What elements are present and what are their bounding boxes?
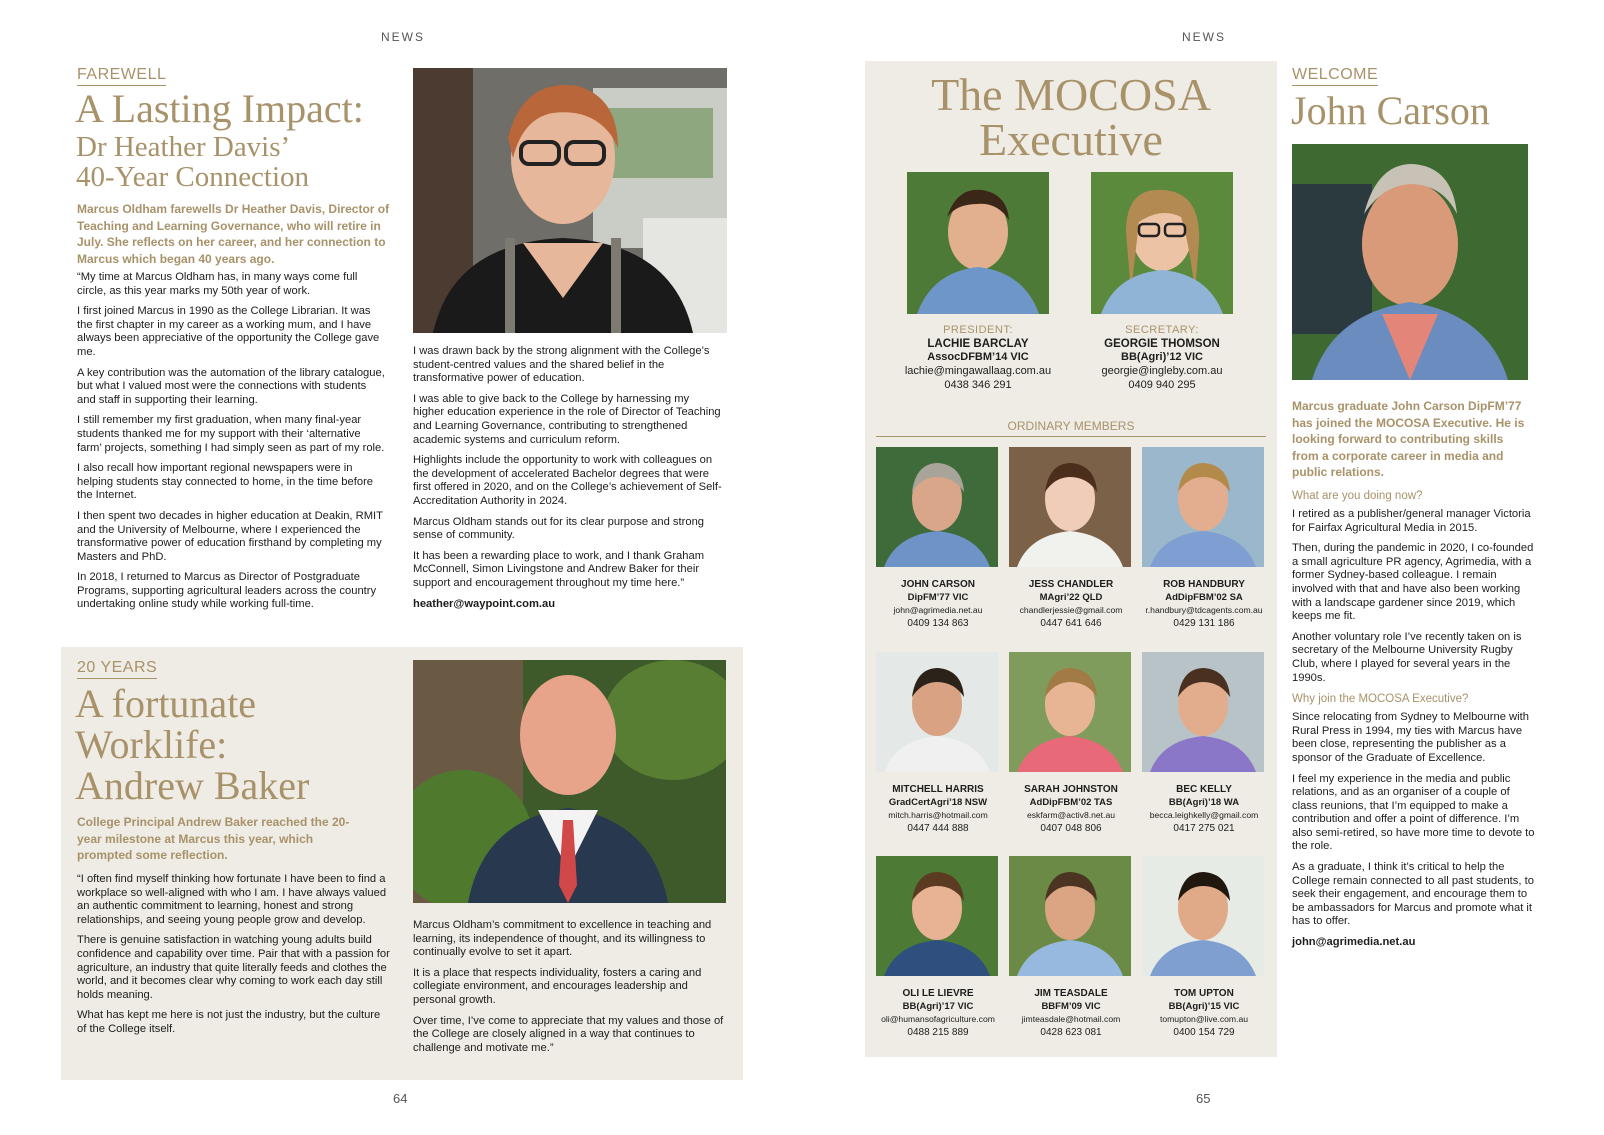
member-phone: 0429 131 186 xyxy=(1173,618,1235,629)
member-phone: 0400 154 729 xyxy=(1173,1027,1235,1038)
member-email[interactable]: eskfarm@activ8.net.au xyxy=(1026,810,1115,820)
member-email[interactable]: mitch.harris@hotmail.com xyxy=(888,810,988,820)
member-card xyxy=(1009,856,1133,1039)
member-email[interactable]: chandlerjessie@gmail.com xyxy=(1019,605,1123,615)
welcome-title: John Carson xyxy=(1291,88,1490,133)
member-credential: GradCertAgri’18 NSW xyxy=(888,797,988,808)
member-name: SARAH JOHNSTON xyxy=(1024,784,1118,795)
member-phone: 0447 641 646 xyxy=(1040,618,1102,629)
member-email[interactable]: john@agrimedia.net.au xyxy=(893,605,983,615)
ordinary-members-heading: ORDINARY MEMBERS xyxy=(876,419,1266,437)
member-email[interactable]: r.handbury@tdcagents.com.au xyxy=(1145,605,1263,615)
member-name: TOM UPTON xyxy=(1174,988,1234,999)
twenty-column-1: “I often find myself thinking how fortunate I have been to find a workplace so well-aligned with who I am. I have always valued an authentic commitment to learning, honest and strong relationships, and seeing young people grow and develop. There is genuine satisfaction in watching young adults build confidence and capability over time. Pair that with a passion for agriculture, an industry that quite literally feeds and clothes the world, and it becomes clear why coming to work each day still holds meaning. What has kept me here is not just the industry, but the culture of the College itself. xyxy=(77,873,390,1035)
member-card xyxy=(1142,447,1266,630)
member-email[interactable]: oli@humansofagriculture.com xyxy=(881,1014,995,1024)
farewell-subtitle-1: Dr Heather Davis’ xyxy=(76,131,291,163)
exec-title-1: The MOCOSA xyxy=(931,69,1211,120)
member-name: JIM TEASDALE xyxy=(1034,988,1108,999)
farewell-column-1: “My time at Marcus Oldham has, in many ways come full circle, as this year marks my 50th year of work. I first joined Marcus in 1990 as the College Librarian. It was the first chapter in my career as a working mum, and I have always been appreciative of the opportunity the College gave me. A key contribution was the automation of the library catalogue, but what I valued most were the connections with students and staff in supporting their learning. I still remember my first graduation, when many final-year students thanked me for my support with their ‘alternative farm’ projects, something I had simply seen as part of my role. I also recall how important regional newspapers were in helping students stay connected to home, in the time before the Internet. I then spent two decades in higher education at Deakin, RMIT and the University of Melbourne, where I experienced the transformative power of education firsthand by completing my Masters and PhD. In 2018, I returned to Marcus as Director of Postgraduate Programs, supporting agricultural leaders across the country undertaking online study while working full-time. xyxy=(77,271,385,611)
running-head-right: NEWS xyxy=(1182,30,1226,44)
welcome-intro: Marcus graduate John Carson DipFM’77 has joined the MOCOSA Executive. He is looking forward to contributing skills from a corporate career in media and public relations. xyxy=(1292,399,1525,479)
secretary-photo xyxy=(1091,172,1233,314)
president-block: PRESIDENT: LACHIE BARCLAY AssocDFBM’14 VIC lachie@mingawallaag.com.au 0438 346 291 xyxy=(900,324,1056,392)
john-carson-photo xyxy=(1292,144,1528,380)
farewell-title: A Lasting Impact: xyxy=(75,86,364,131)
member-email[interactable]: becca.leighkelly@gmail.com xyxy=(1149,810,1259,820)
farewell-kicker: FAREWELL xyxy=(77,66,166,86)
member-photo xyxy=(1142,652,1264,772)
member-email[interactable]: jimteasdale@hotmail.com xyxy=(1021,1014,1121,1024)
member-photo xyxy=(1142,856,1264,976)
twenty-intro: College Principal Andrew Baker reached the 20-year milestone at Marcus this year, which prompted some reflection. xyxy=(77,815,350,862)
twenty-title-3: Andrew Baker xyxy=(75,763,310,808)
heather-email[interactable]: heather@waypoint.com.au xyxy=(413,597,556,610)
secretary-email[interactable]: georgie@ingleby.com.au xyxy=(1101,365,1223,377)
member-credential: BB(Agri)’15 VIC xyxy=(1168,1001,1240,1012)
member-credential: AdDipFBM’02 TAS xyxy=(1029,797,1113,808)
heather-davis-photo xyxy=(413,68,727,333)
farewell-intro: Marcus Oldham farewells Dr Heather Davis, Director of Teaching and Learning Governance, who will retire in July. She reflects on her career, and her connection to Marcus which began 40 years ago. xyxy=(77,202,390,266)
twenty-title-1: A fortunate xyxy=(75,681,257,726)
member-credential: DipFM’77 VIC xyxy=(907,592,969,603)
member-phone: 0407 048 806 xyxy=(1040,823,1102,834)
member-phone: 0409 134 863 xyxy=(907,618,969,629)
member-name: JESS CHANDLER xyxy=(1028,579,1114,590)
member-phone: 0417 275 021 xyxy=(1173,823,1235,834)
member-name: ROB HANDBURY xyxy=(1163,579,1245,590)
john-email[interactable]: john@agrimedia.net.au xyxy=(1292,936,1416,949)
member-credential: MAgri’22 QLD xyxy=(1039,592,1103,603)
member-photo xyxy=(1009,856,1131,976)
member-photo xyxy=(1142,447,1264,567)
twenty-kicker: 20 YEARS xyxy=(77,659,157,679)
question-2: Why join the MOCOSA Executive? xyxy=(1292,693,1469,706)
farewell-column-2: I was drawn back by the strong alignment with the College’s student-centred values and the shared belief in the transformative power of education. I was able to give back to the College by harnessing my higher education experience in the role of Director of Teaching and Learning Governance, contributing to strengthened academic systems and curriculum reform. Highlights include the opportunity to work with colleagues on the development of accelerated Bachelor degrees that were first offered in 2020, and on the College’s achievement of Self-Accreditation Authority in 2024. Marcus Oldham stands out for its clear purpose and strong sense of community. It has been a rewarding place to work, and I thank Graham McConnell, Simon Livingstone and Andrew Baker for their support and encouragement throughout my time here.” heather@waypoint.com.au xyxy=(413,345,722,610)
member-credential: BBFM’09 VIC xyxy=(1041,1001,1101,1012)
member-card xyxy=(876,447,1000,630)
president-photo xyxy=(907,172,1049,314)
member-card xyxy=(1009,447,1133,630)
running-head-left: NEWS xyxy=(381,30,425,44)
member-card xyxy=(1142,652,1266,835)
member-photo xyxy=(1009,652,1131,772)
member-name: OLI LE LIEVRE xyxy=(902,988,974,999)
secretary-block: SECRETARY: GEORGIE THOMSON BB(Agri)’12 VIC georgie@ingleby.com.au 0409 940 295 xyxy=(1084,324,1240,392)
welcome-body: What are you doing now? I retired as a publisher/general manager Victoria for Fairfax Agricultural Media in 2015. Then, during the pandemic in 2020, I co-founded a small agriculture PR agency, Agrimedia, with a former Sydney-based colleague. I remain involved with that and have also been working with a landscape gardener since 2019, which keeps me fit. Another voluntary role I’ve recently taken on is secretary of the Melbourne University Rugby Club, where I played for several years in the 1990s. Why join the MOCOSA Executive? Since relocating from Sydney to Melbourne with Rural Press in 1994, my ties with Marcus have been close, representing the publisher as a sponsor of the Graduate of Excellence. I feel my experience in the media and public relations, and as an organiser of a couple of class reunions, that I’m equipped to make a contribution and offer a point of difference. I’m also semi-retired, so have more time to devote to the role. As a graduate, I think it’s critical to help the College remain connected to all past students, to seek their engagement, and encourage them to be ambassadors for Marcus and promote what it has to offer. john@agrimedia.net.au xyxy=(1292,490,1537,948)
twenty-column-2: Marcus Oldham’s commitment to excellence in teaching and learning, its independence of thought, and its willingness to continually evolve to set it apart. It is a place that respects individuality, fosters a caring and collegiate environment, and encourages leadership and personal growth. Over time, I’ve come to appreciate that my values and those of the College are closely aligned in a way that continues to challenge and motivate me.” xyxy=(413,919,724,1054)
andrew-baker-photo xyxy=(413,660,726,903)
page-number-right: 65 xyxy=(1196,1091,1211,1106)
member-card xyxy=(876,856,1000,1039)
member-phone: 0428 623 081 xyxy=(1040,1027,1102,1038)
member-credential: BB(Agri)’18 WA xyxy=(1168,797,1240,808)
member-name: JOHN CARSON xyxy=(901,579,975,590)
member-phone: 0447 444 888 xyxy=(907,823,969,834)
member-phone: 0488 215 889 xyxy=(907,1027,969,1038)
member-photo xyxy=(1009,447,1131,567)
member-photo xyxy=(876,447,998,567)
farewell-subtitle-2: 40-Year Connection xyxy=(76,161,310,193)
member-card xyxy=(876,652,1000,835)
member-name: MITCHELL HARRIS xyxy=(892,784,984,795)
page-number-left: 64 xyxy=(393,1091,408,1106)
twenty-title-2: Worklife: xyxy=(75,722,228,767)
member-email[interactable]: tomupton@live.com.au xyxy=(1159,1014,1249,1024)
member-photo xyxy=(876,652,998,772)
member-credential: AdDipFBM’02 SA xyxy=(1165,592,1243,603)
exec-title-2: Executive xyxy=(979,114,1163,165)
question-1: What are you doing now? xyxy=(1292,490,1423,502)
member-name: BEC KELLY xyxy=(1176,784,1232,795)
member-card xyxy=(1009,652,1133,835)
member-credential: BB(Agri)’17 VIC xyxy=(902,1001,974,1012)
member-card xyxy=(1142,856,1266,1039)
welcome-kicker: WELCOME xyxy=(1292,66,1378,86)
member-photo xyxy=(876,856,998,976)
president-email[interactable]: lachie@mingawallaag.com.au xyxy=(904,365,1052,377)
